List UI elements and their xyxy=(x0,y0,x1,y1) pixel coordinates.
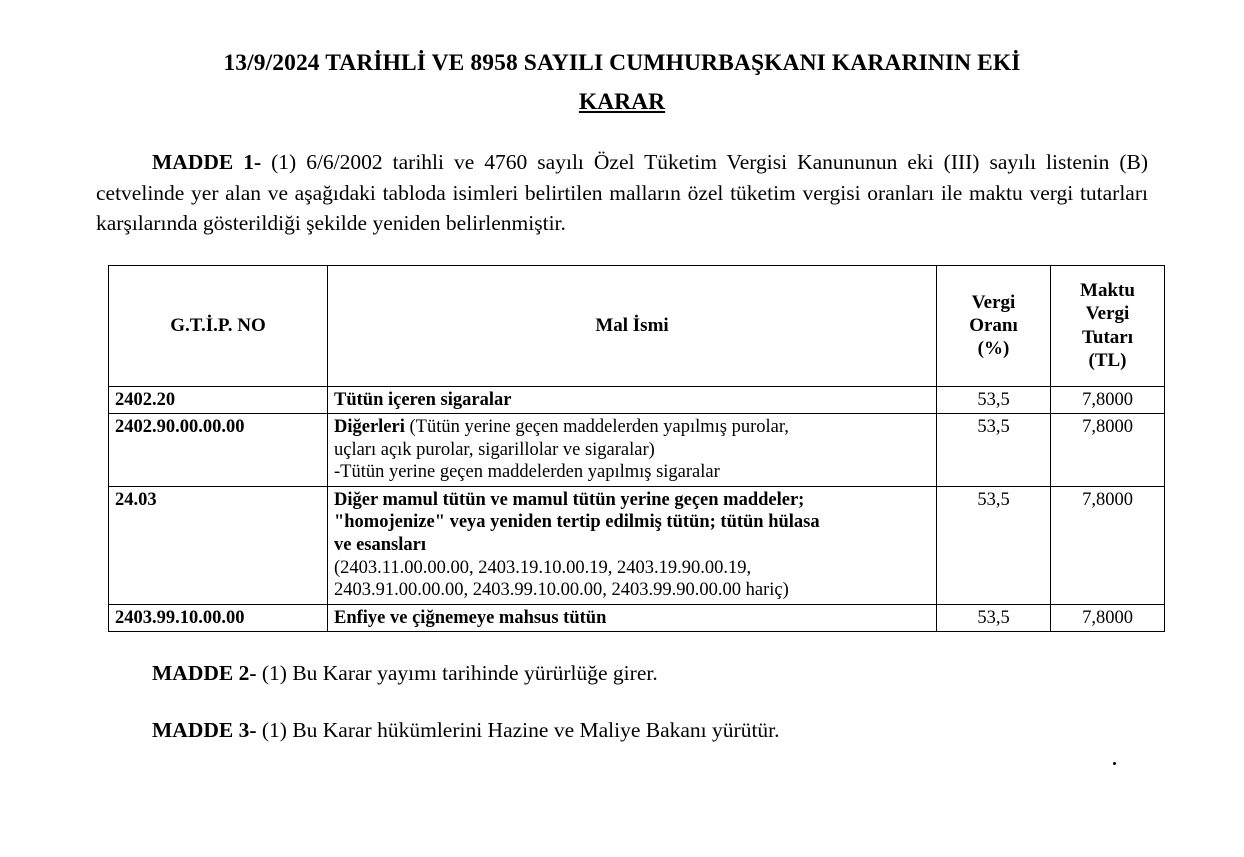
cell-goods-name xyxy=(328,386,937,414)
fixed-tax-header-line-4: (TL) xyxy=(1088,349,1127,371)
cell-gtip: 2403.99.10.00.00 xyxy=(109,604,328,632)
cell-fixed-tax: 7,8000 xyxy=(1051,486,1165,604)
column-header-fixed-tax xyxy=(1051,265,1165,386)
fixed-tax-header-line-2: Vergi xyxy=(1085,303,1130,325)
table-header-row xyxy=(109,265,1165,386)
tax-rate-header-line-2: Oranı xyxy=(969,315,1018,337)
goods-name-line xyxy=(334,416,930,439)
column-header-goods-name: Mal İsmi xyxy=(328,265,937,386)
cell-goods-name xyxy=(328,604,937,632)
column-header-gtip: G.T.İ.P. NO xyxy=(109,265,328,386)
goods-name-bold: Tütün içeren sigaralar xyxy=(334,389,512,410)
cell-goods-name xyxy=(328,486,937,604)
goods-name-inline: (Tütün yerine geçen maddelerden yapılmış purolar, xyxy=(404,417,789,438)
fixed-tax-header-line-1: Maktu xyxy=(1080,280,1135,302)
tax-rate-header-line-1: Vergi xyxy=(971,291,1016,313)
scan-artifact-dot xyxy=(1113,762,1116,765)
cell-gtip: 2402.90.00.00.00 xyxy=(109,414,328,487)
cell-gtip: 24.03 xyxy=(109,486,328,604)
document-title-line-2: KARAR xyxy=(578,88,666,115)
table-row xyxy=(109,414,1165,487)
goods-name-line: -Tütün yerine geçen maddelerden yapılmış sigaralar xyxy=(334,462,720,483)
article-2-label: MADDE 2- xyxy=(152,661,257,686)
goods-name-bold: Enfiye ve çiğnemeye mahsus tütün xyxy=(334,607,607,628)
goods-name-line: 2403.91.00.00.00, 2403.99.10.00.00, 2403.99.90.00.00 hariç) xyxy=(334,580,789,601)
cell-tax-rate: 53,5 xyxy=(937,604,1051,632)
article-1-label: MADDE 1- xyxy=(152,150,262,175)
table-body xyxy=(109,386,1165,632)
tax-rate-header-line-3: (%) xyxy=(977,338,1010,360)
cell-tax-rate: 53,5 xyxy=(937,486,1051,604)
cell-goods-name xyxy=(328,414,937,487)
goods-name-line: uçları açık purolar, sigarillolar ve sigaralar) xyxy=(334,439,655,460)
cell-fixed-tax: 7,8000 xyxy=(1051,604,1165,632)
goods-name-line: "homojenize" veya yeniden tertip edilmiş tütün; tütün hülasa xyxy=(334,512,820,533)
table-header xyxy=(109,265,1165,386)
goods-name-bold: Diğerleri xyxy=(334,417,405,438)
article-3-text: (1) Bu Karar hükümlerini Hazine ve Maliye Bakanı yürütür. xyxy=(261,717,780,742)
table-row xyxy=(109,604,1165,632)
article-3-paragraph xyxy=(96,715,1148,746)
cell-tax-rate: 53,5 xyxy=(937,386,1051,414)
table-row xyxy=(109,486,1165,604)
goods-name-line: (2403.11.00.00.00, 2403.19.10.00.19, 2403.19.90.00.19, xyxy=(334,557,752,578)
document-title-line-1: 13/9/2024 TARİHLİ VE 8958 SAYILI CUMHURBAŞKANI KARARININ EKİ xyxy=(223,50,1021,76)
cell-fixed-tax: 7,8000 xyxy=(1051,386,1165,414)
article-1-paragraph xyxy=(96,147,1148,239)
table-row xyxy=(109,386,1165,414)
column-header-tax-rate xyxy=(937,265,1051,386)
tax-rate-table xyxy=(108,265,1165,633)
article-3-label: MADDE 3- xyxy=(152,717,257,742)
cell-gtip: 2402.20 xyxy=(109,386,328,414)
goods-name-line: Diğer mamul tütün ve mamul tütün yerine geçen maddeler; xyxy=(334,489,805,510)
goods-name-line: ve esansları xyxy=(334,535,426,556)
fixed-tax-header-line-3: Tutarı xyxy=(1081,326,1134,348)
cell-tax-rate: 53,5 xyxy=(937,414,1051,487)
article-1-text: (1) 6/6/2002 tarihli ve 4760 sayılı Özel Tüketim Vergisi Kanununun eki (III) sayılı listenin (B) cetvelinde yer alan ve aşağıdaki tabloda isimleri belirtilen malların özel tüketim vergisi oranları ile maktu vergi tutarları karşılarında gösterildiği şekilde yeniden belirlenmiştir. xyxy=(96,150,1149,236)
article-2-paragraph xyxy=(96,658,1148,689)
cell-fixed-tax: 7,8000 xyxy=(1051,414,1165,487)
article-2-text: (1) Bu Karar yayımı tarihinde yürürlüğe girer. xyxy=(261,661,658,686)
